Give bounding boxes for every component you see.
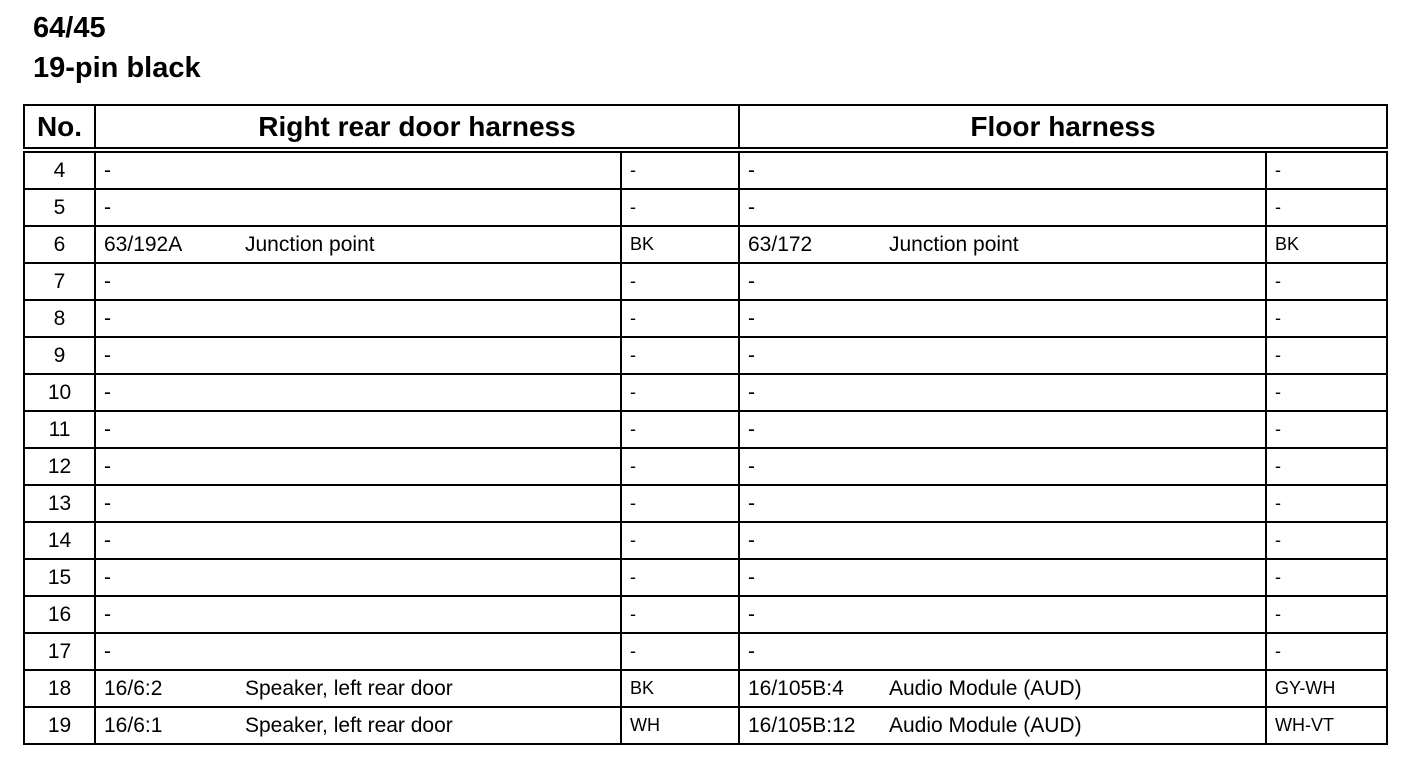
pin-number: 19: [24, 707, 95, 744]
table-row: [24, 707, 1387, 744]
connection-code: -: [748, 491, 755, 515]
pin-number: 6: [24, 226, 95, 263]
connection-code: -: [104, 454, 111, 478]
connection-code: -: [748, 343, 755, 367]
pin-number: 17: [24, 633, 95, 670]
floor-harness-connection: [739, 337, 1266, 374]
connection-code: -: [104, 417, 111, 441]
connection-code: -: [104, 269, 111, 293]
connector-title: [33, 8, 201, 88]
wire-color: -: [1266, 448, 1387, 485]
pin-number: 14: [24, 522, 95, 559]
wire-color: -: [621, 559, 739, 596]
connection-code: -: [748, 195, 755, 219]
pin-number: 12: [24, 448, 95, 485]
table-row: [24, 596, 1387, 633]
table-row: [24, 411, 1387, 448]
wire-color: -: [1266, 150, 1387, 189]
door-harness-connection: [95, 522, 621, 559]
table-row: [24, 226, 1387, 263]
table-row: [24, 374, 1387, 411]
header-right-rear-door-harness: Right rear door harness: [95, 105, 739, 150]
connection-code: -: [748, 417, 755, 441]
connection-code: -: [748, 565, 755, 589]
floor-harness-connection: [739, 707, 1266, 744]
pin-number: 10: [24, 374, 95, 411]
connection-code: -: [104, 380, 111, 404]
door-harness-connection: [95, 150, 621, 189]
table-row: [24, 150, 1387, 189]
table-row: [24, 337, 1387, 374]
table-row: [24, 263, 1387, 300]
wire-color: -: [1266, 633, 1387, 670]
connection-code: -: [748, 454, 755, 478]
door-harness-connection: [95, 596, 621, 633]
door-harness-connection: [95, 300, 621, 337]
connector-id: 64/45: [33, 12, 106, 44]
table-row: [24, 448, 1387, 485]
wire-color: -: [621, 485, 739, 522]
wire-color: BK: [621, 670, 739, 707]
door-harness-connection: [95, 411, 621, 448]
pin-number: 4: [24, 150, 95, 189]
connection-code: -: [104, 639, 111, 663]
connection-description: Speaker, left rear door: [245, 676, 453, 700]
floor-harness-connection: [739, 485, 1266, 522]
pin-assignment-table: [23, 104, 1388, 745]
connection-code: -: [104, 602, 111, 626]
wire-color: -: [621, 150, 739, 189]
connection-code: -: [104, 306, 111, 330]
connection-description: Speaker, left rear door: [245, 713, 453, 737]
connection-code: 16/6:1: [104, 713, 163, 737]
connection-code: -: [748, 158, 755, 182]
connection-code: 63/172: [748, 232, 813, 256]
wire-color: -: [621, 633, 739, 670]
pin-number: 8: [24, 300, 95, 337]
door-harness-connection: [95, 374, 621, 411]
connection-code: -: [748, 602, 755, 626]
floor-harness-connection: [739, 263, 1266, 300]
floor-harness-connection: [739, 596, 1266, 633]
door-harness-connection: [95, 559, 621, 596]
floor-harness-connection: [739, 670, 1266, 707]
connection-description: Audio Module (AUD): [889, 713, 1082, 737]
wire-color: -: [621, 189, 739, 226]
table-row: [24, 559, 1387, 596]
floor-harness-connection: [739, 559, 1266, 596]
door-harness-connection: [95, 485, 621, 522]
table-row: [24, 300, 1387, 337]
wire-color: -: [1266, 559, 1387, 596]
pin-number: 5: [24, 189, 95, 226]
floor-harness-connection: [739, 411, 1266, 448]
door-harness-connection: [95, 189, 621, 226]
floor-harness-connection: [739, 522, 1266, 559]
wire-color: BK: [1266, 226, 1387, 263]
connection-code: -: [104, 158, 111, 182]
wire-color: -: [1266, 189, 1387, 226]
floor-harness-connection: [739, 374, 1266, 411]
connection-code: 16/105B:4: [748, 676, 844, 700]
wire-color: -: [621, 374, 739, 411]
door-harness-connection: [95, 670, 621, 707]
wire-color: -: [1266, 263, 1387, 300]
floor-harness-connection: [739, 150, 1266, 189]
connection-description: Junction point: [245, 232, 375, 256]
wire-color: BK: [621, 226, 739, 263]
connection-code: -: [748, 380, 755, 404]
pin-number: 18: [24, 670, 95, 707]
header-floor-harness: Floor harness: [739, 105, 1387, 150]
connection-code: 16/6:2: [104, 676, 163, 700]
table-row: [24, 633, 1387, 670]
pin-number: 13: [24, 485, 95, 522]
connection-code: -: [104, 491, 111, 515]
wire-color: -: [621, 263, 739, 300]
floor-harness-connection: [739, 189, 1266, 226]
connection-code: -: [748, 528, 755, 552]
wire-color: -: [1266, 596, 1387, 633]
wire-color: -: [621, 411, 739, 448]
connection-code: -: [748, 306, 755, 330]
floor-harness-connection: [739, 633, 1266, 670]
pin-number: 9: [24, 337, 95, 374]
floor-harness-connection: [739, 226, 1266, 263]
table-row: [24, 485, 1387, 522]
connection-code: 63/192A: [104, 232, 183, 256]
connection-code: -: [104, 565, 111, 589]
connection-description: Audio Module (AUD): [889, 676, 1082, 700]
pin-number: 11: [24, 411, 95, 448]
door-harness-connection: [95, 226, 621, 263]
table-body: [24, 150, 1387, 744]
connection-code: -: [104, 343, 111, 367]
connection-code: 16/105B:12: [748, 713, 856, 737]
wire-color: -: [1266, 374, 1387, 411]
connection-description: Junction point: [889, 232, 1019, 256]
wire-color: -: [621, 596, 739, 633]
door-harness-connection: [95, 633, 621, 670]
connection-code: -: [748, 639, 755, 663]
table-row: [24, 189, 1387, 226]
wire-color: -: [621, 337, 739, 374]
door-harness-connection: [95, 448, 621, 485]
connection-code: -: [748, 269, 755, 293]
table-row: [24, 522, 1387, 559]
connection-code: -: [104, 528, 111, 552]
floor-harness-connection: [739, 448, 1266, 485]
wire-color: -: [621, 448, 739, 485]
wire-color: -: [1266, 337, 1387, 374]
floor-harness-connection: [739, 300, 1266, 337]
wire-color: -: [1266, 411, 1387, 448]
wire-color: -: [621, 300, 739, 337]
wire-color: -: [621, 522, 739, 559]
door-harness-connection: [95, 263, 621, 300]
pin-number: 15: [24, 559, 95, 596]
connector-description: 19-pin black: [33, 52, 201, 84]
wire-color: -: [1266, 522, 1387, 559]
wire-color: -: [1266, 300, 1387, 337]
wire-color: GY-WH: [1266, 670, 1387, 707]
door-harness-connection: [95, 707, 621, 744]
header-no: No.: [24, 105, 95, 150]
pin-number: 7: [24, 263, 95, 300]
pin-number: 16: [24, 596, 95, 633]
wire-color: WH-VT: [1266, 707, 1387, 744]
connection-code: -: [104, 195, 111, 219]
wire-color: -: [1266, 485, 1387, 522]
table-header-row: [24, 105, 1387, 150]
table-row: [24, 670, 1387, 707]
wire-color: WH: [621, 707, 739, 744]
door-harness-connection: [95, 337, 621, 374]
